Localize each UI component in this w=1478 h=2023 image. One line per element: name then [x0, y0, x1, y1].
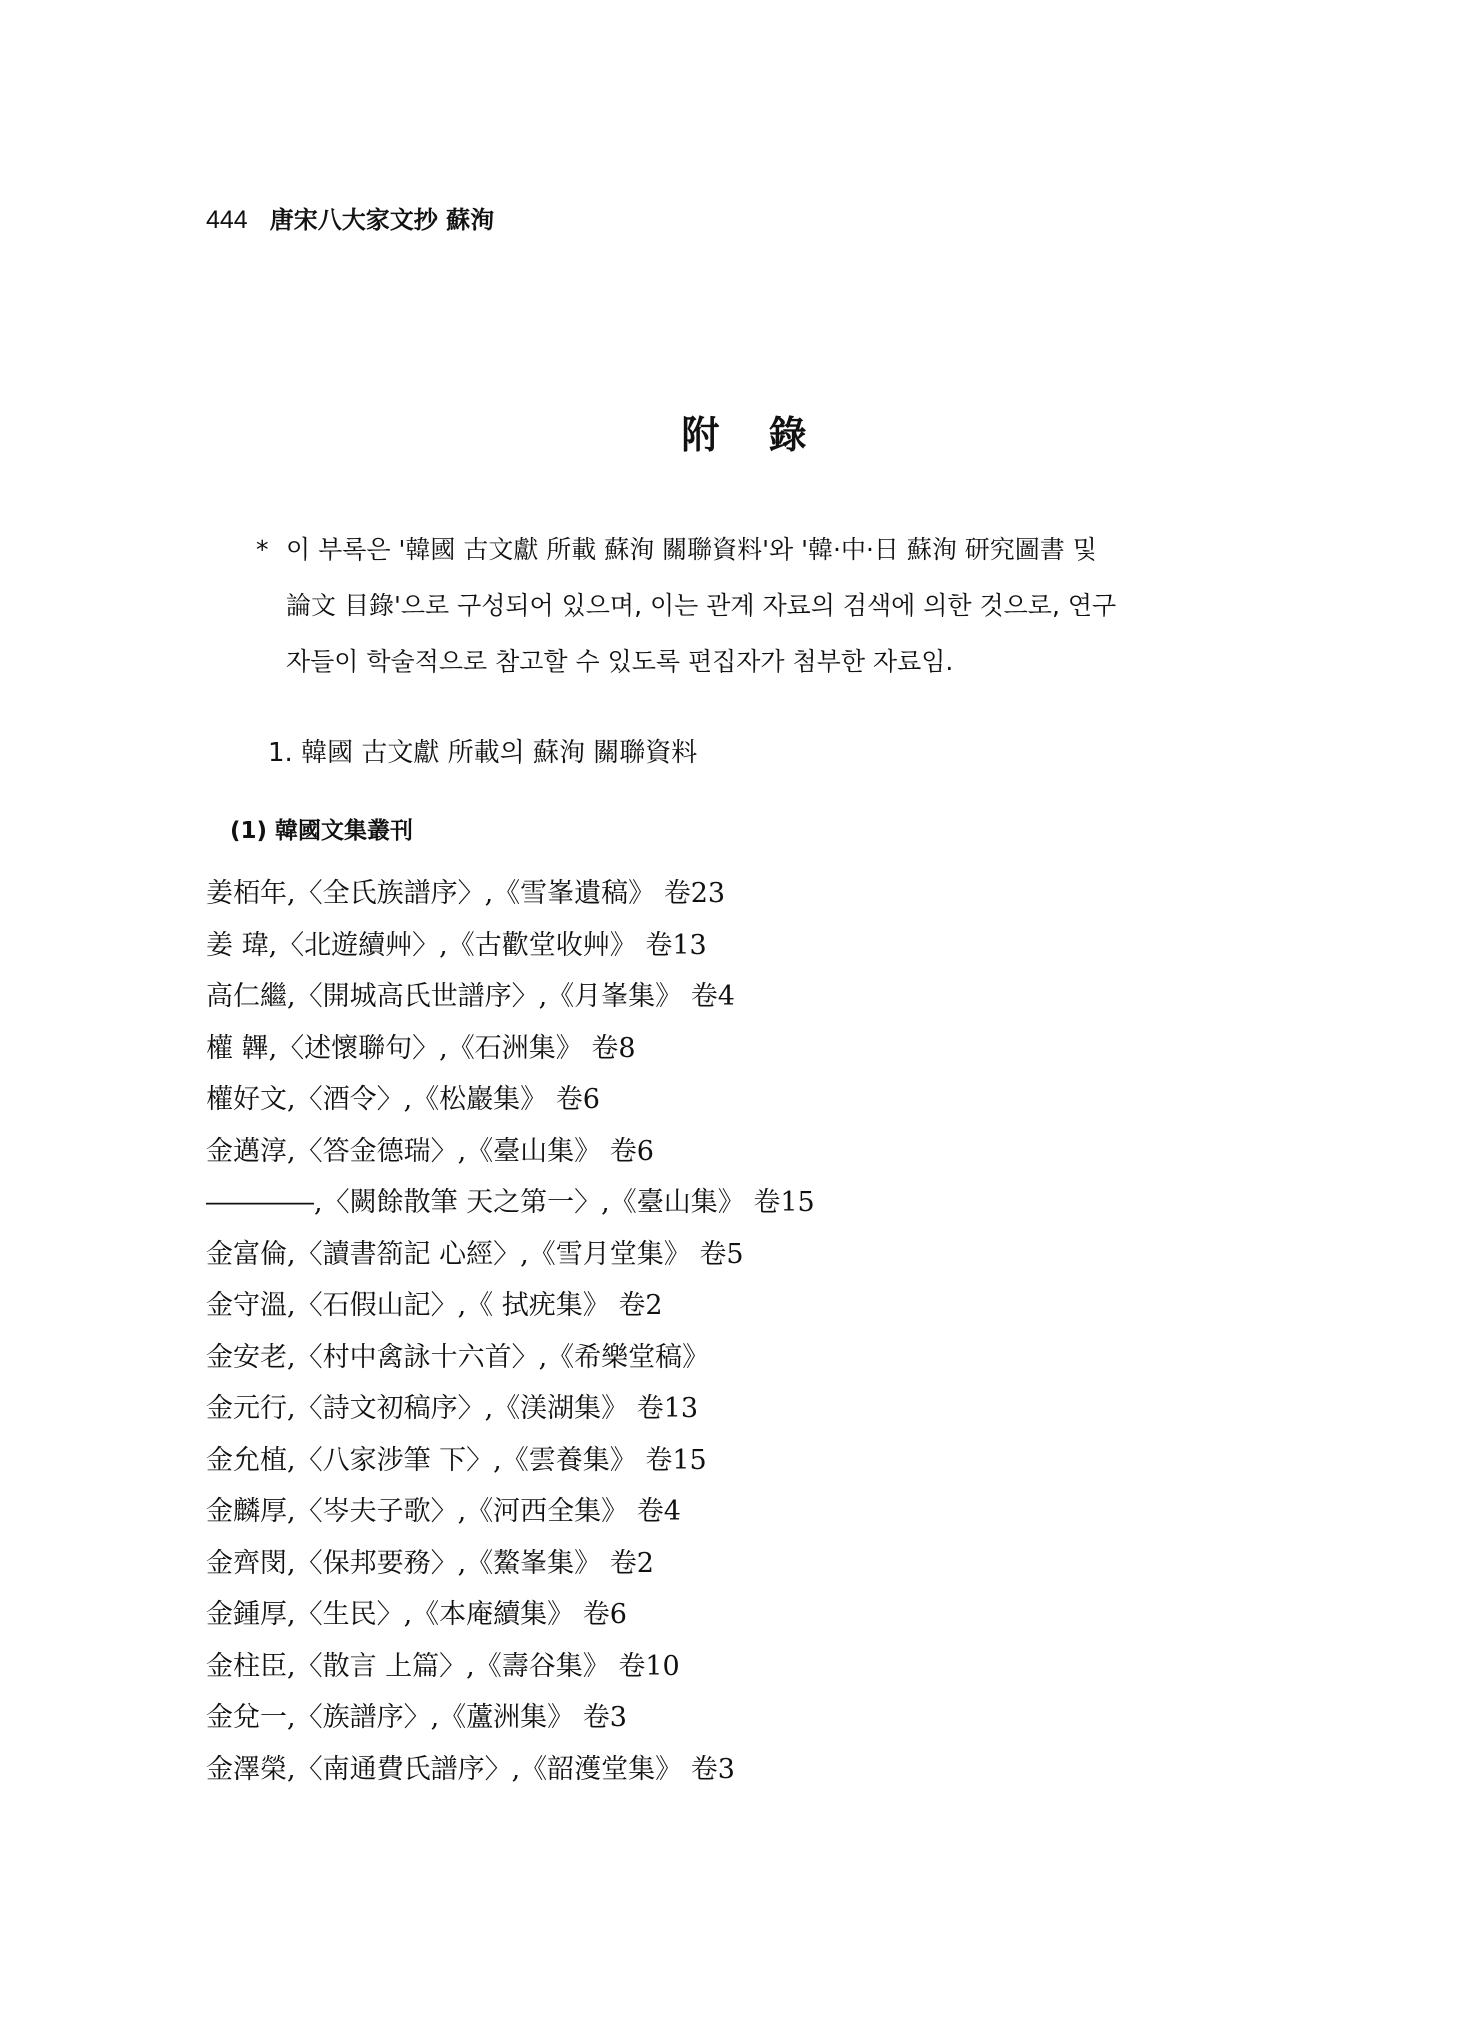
bibliography-entry: 金富倫,〈讀書箚記 心經〉,《雪月堂集》 卷5 [206, 1238, 744, 1270]
asterisk-marker: * [256, 535, 269, 564]
bibliography-entry: 金邁淳,〈答金德瑞〉,《臺山集》 卷6 [206, 1135, 654, 1167]
bibliography-entry: 權 韠,〈述懷聯句〉,《石洲集》 卷8 [206, 1032, 636, 1064]
bibliography-entry: 金允植,〈八家涉筆 下〉,《雲養集》 卷15 [206, 1444, 707, 1476]
bibliography-entry: ――――,〈闕餘散筆 天之第一〉,《臺山集》 卷15 [206, 1187, 815, 1218]
bibliography-entry: 姜栢年,〈全氏族譜序〉,《雪峯遺稿》 卷23 [206, 878, 726, 909]
sub-heading: (1) 韓國文集叢刊 [230, 818, 414, 844]
bibliography-entry: 金鍾厚,〈生民〉,《本庵續集》 卷6 [206, 1599, 627, 1630]
appendix-note [256, 522, 1246, 690]
page-number: 444 [206, 206, 248, 234]
bibliography-entry: 姜 瑋,〈北遊續艸〉,《古歡堂收艸》 卷13 [206, 929, 707, 961]
bibliography-entry: 金守溫,〈石假山記〉,《 拭疣集》 卷2 [206, 1290, 663, 1321]
note-line [256, 522, 1246, 578]
book-title: 唐宋八大家文抄 蘇洵 [269, 206, 495, 234]
appendix-title: 附 錄 [681, 412, 825, 457]
note-line: 자들이 학술적으로 참고할 수 있도록 편집자가 첨부한 자료임. [286, 647, 954, 676]
bibliography-entry: 金澤榮,〈南通費氏譜序〉,《韶濩堂集》 卷3 [206, 1753, 735, 1785]
bibliography-entry: 金麟厚,〈岑夫子歌〉,《河西全集》 卷4 [206, 1496, 681, 1527]
bibliography-entry: 權好文,〈酒令〉,《松巖集》 卷6 [206, 1084, 600, 1115]
bibliography-list [206, 868, 815, 1795]
bibliography-entry: 金元行,〈詩文初稿序〉,《渼湖集》 卷13 [206, 1393, 699, 1424]
section-heading: 1. 韓國 古文獻 所載의 蘇洵 關聯資料 [268, 738, 698, 768]
note-line: 論文 目錄'으로 구성되어 있으며, 이는 관계 자료의 검색에 의한 것으로, 연구 [286, 591, 1117, 620]
bibliography-entry: 金柱臣,〈散言 上篇〉,《壽谷集》 卷10 [206, 1650, 680, 1682]
bibliography-entry: 金兌一,〈族譜序〉,《蘆洲集》 卷3 [206, 1702, 627, 1733]
bibliography-entry: 金齊閔,〈保邦要務〉,《鰲峯集》 卷2 [206, 1547, 654, 1579]
bibliography-entry: 金安老,〈村中禽詠十六首〉,《希樂堂稿》 [206, 1341, 710, 1373]
bibliography-entry: 高仁繼,〈開城高氏世譜序〉,《月峯集》 卷4 [206, 981, 735, 1012]
running-header [206, 200, 494, 235]
note-text: 이 부록은 '韓國 古文獻 所載 蘇洵 關聯資料'와 '韓·中·日 蘇洵 研究圖書 및 [286, 535, 1097, 564]
